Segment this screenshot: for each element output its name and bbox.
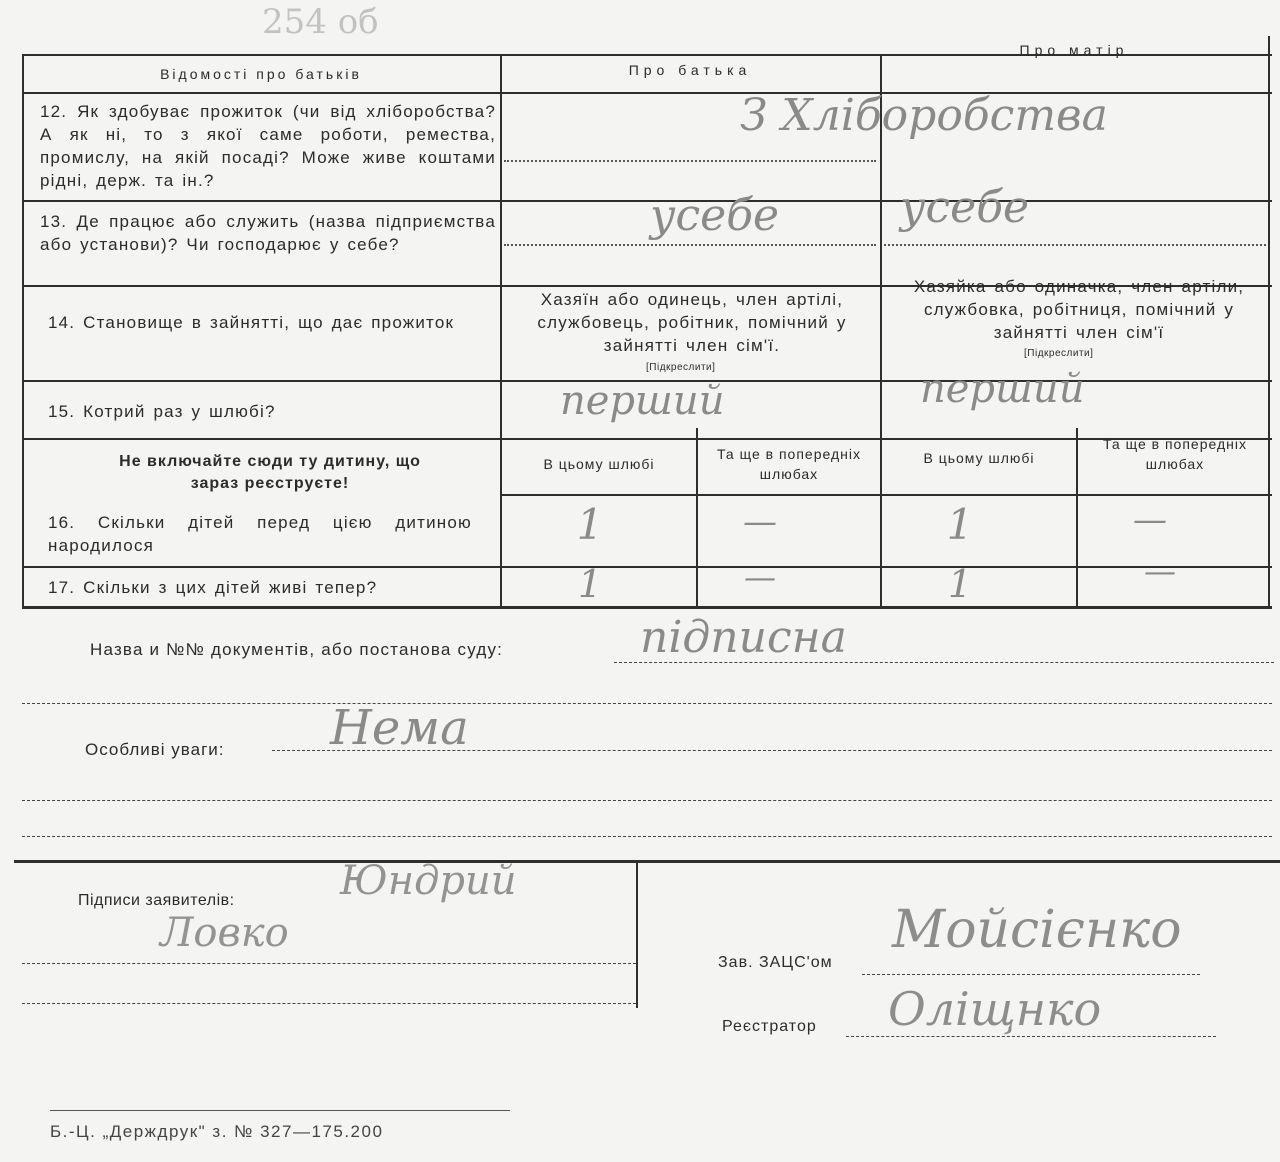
options-14-father: Хазяїн або одинець, член артілі, службовець, робітник, помічний у зайнятті член сім'ї. (537, 290, 847, 355)
documents-line (614, 662, 1274, 663)
question-14: 14. Становище в зайнятті, що дає прожиток (48, 313, 455, 332)
options-14-mother: Хазяйка або одиначка, член артіли, службовка, робітниця, помічний у зайнятті член сім'ї (913, 277, 1245, 342)
answer-16-mother-prev: — (1133, 500, 1167, 540)
row13-answer-dotline-f (504, 244, 876, 246)
row13-answer-dotline-m (884, 244, 1266, 246)
subcol-divider-father (696, 428, 698, 608)
answer-16-father-this: 1 (576, 500, 604, 549)
table-left-border (22, 54, 24, 608)
children-note: Не включайте сюди ту дитину, що зараз реєструєте! (119, 453, 421, 492)
answer-13-father: усебе (650, 190, 780, 241)
signature-section-divider (636, 862, 638, 1008)
applicant-signature-2: Ловко (160, 910, 289, 956)
subheader-prev-marriages-mother: Та ще в попередніх шлюбах (1103, 436, 1247, 472)
subheader-this-marriage-mother: В цьому шлюбі (923, 450, 1035, 466)
subheader-this-marriage-father: В цьому шлюбі (543, 456, 655, 472)
applicants-label: Підписи заявителів: (78, 892, 235, 909)
answer-15-mother: перший (920, 366, 1085, 412)
header-father: Про батька (628, 62, 752, 78)
subcol-divider-mother (1076, 428, 1078, 608)
col-divider-questions (500, 54, 502, 608)
subheader-prev-marriages-father: Та ще в попередніх шлюбах (717, 446, 861, 482)
answer-17-mother-prev: — (1144, 552, 1176, 590)
remarks-line (272, 750, 1272, 751)
registrar-line (846, 1036, 1216, 1037)
registry-head-label: Зав. ЗАЦС'ом (718, 954, 833, 971)
registrar-label: Реєстратор (722, 1018, 817, 1035)
footer-rule (50, 1110, 510, 1111)
question-13: 13. Де працює або служить (назва підприємства або установи)? Чи господарює у себе? (40, 212, 496, 254)
answer-13-mother: усебе (900, 182, 1030, 233)
answer-15-father: перший (560, 378, 725, 424)
archive-mark: 254 об (262, 2, 379, 42)
question-15: 15. Котрий раз у шлюбі? (48, 402, 276, 421)
table-bottom-border (22, 606, 1272, 609)
documents-value: підписна (640, 612, 847, 663)
answer-16-mother-this: 1 (946, 500, 974, 549)
applicants-line-1 (22, 963, 636, 964)
applicants-line-2 (22, 1003, 636, 1004)
remarks-value: Нема (330, 700, 469, 756)
answer-16-father-prev: — (743, 502, 777, 542)
registry-head-line (862, 974, 1200, 975)
header-mother: Про матір (1019, 42, 1129, 58)
question-16: 16. Скільки дітей перед цією дитиною народилося (48, 513, 472, 555)
applicant-signature-1: Юндрий (340, 858, 517, 904)
row16-separator (22, 566, 1272, 568)
answer-12-both: З Хліборобства (740, 90, 1108, 141)
registrar-signature: Оліщнко (888, 982, 1102, 1036)
answer-17-father-prev: — (744, 558, 776, 596)
question-12: 12. Як здобуває прожиток (чи від хліборобства? А як ні, то з якої саме роботи, ремества, промислу, на якій посаді? Може живе коштами рідні, держ. та ін.? (40, 102, 496, 190)
underline-note-14-father: [Підкреслити] (646, 362, 716, 373)
documents-line-2 (22, 703, 1272, 704)
underline-note-14-mother: [Підкреслити] (1024, 348, 1094, 359)
row12-separator (22, 200, 1272, 202)
answer-17-mother-this: 1 (947, 562, 973, 606)
subheader-separator (500, 494, 1272, 496)
header-parents-info: Відомості про батьків (160, 66, 362, 82)
remarks-line-2 (22, 800, 1272, 801)
signature-section-top (14, 860, 1280, 863)
remarks-label: Особливі уваги: (85, 740, 225, 759)
printer-imprint: Б.-Ц. „Держдрук" з. № 327—175.200 (50, 1122, 384, 1141)
remarks-line-3 (22, 836, 1272, 837)
answer-17-father-this: 1 (577, 562, 603, 606)
question-17: 17. Скільки з цих дітей живі тепер? (48, 578, 378, 597)
row12-answer-dotline (504, 160, 876, 162)
table-right-border (1268, 36, 1270, 608)
registry-head-signature: Мойсієнко (892, 900, 1182, 960)
documents-label: Назва и №№ документів, або постанова суду: (90, 640, 504, 659)
